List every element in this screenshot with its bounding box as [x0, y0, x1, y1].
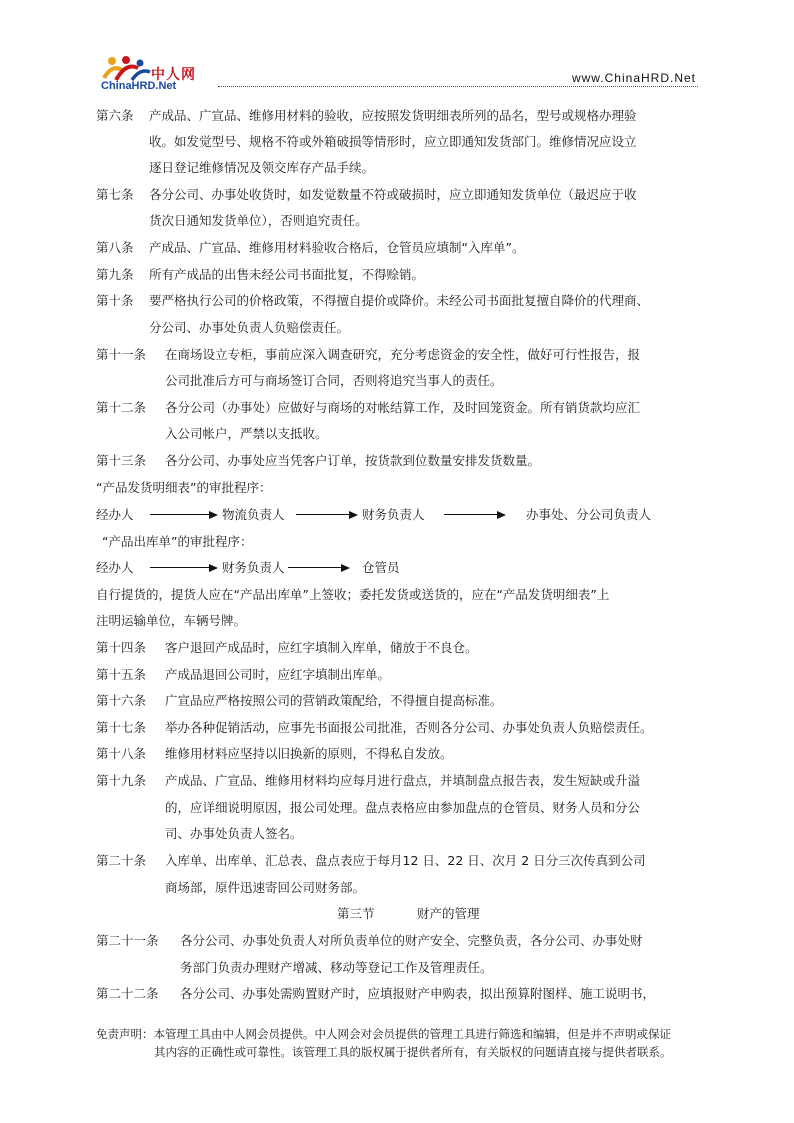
article-text: 客户退回产成品时，应红字填制入库单，储放于不良仓。	[165, 640, 478, 655]
article-label: 第二十一条	[96, 933, 159, 948]
arrow-right-icon	[444, 511, 506, 519]
flow-title: “产品发货明细表”的审批程序：	[96, 480, 272, 495]
article-text: 维修用材料应坚持以旧换新的原则，不得私自发放。	[165, 746, 453, 761]
article-label: 第七条	[96, 187, 134, 202]
article-label: 第二十二条	[96, 986, 159, 1001]
article-label: 第十九条	[96, 773, 147, 788]
article-text: 逐日登记维修情况及领交库存产品手续。	[149, 160, 375, 175]
header-divider	[218, 86, 698, 87]
flow-step: 办事处、分公司负责人	[526, 507, 652, 522]
disclaimer-line: 免责声明：本管理工具由中人网会员提供。中人网会对会员提供的管理工具进行筛选和编辑，但是并不声明或保证	[96, 1027, 671, 1041]
arrow-right-icon	[288, 564, 350, 572]
article-text: 各分公司、办事处负责人对所负责单位的财产安全、完整负责，各分公司、办事处财	[180, 933, 643, 948]
arrow-right-icon	[150, 511, 218, 519]
article-label: 第十二条	[96, 400, 147, 415]
article-text: 各分公司、办事处收货时，如发觉数量不符或破损时，应立即通知发货单位（最迟应于收	[149, 187, 637, 202]
note-text: 自行提货的，提货人应在“产品出库单”上签收；委托发货或送货的，应在“产品发货明细表”上	[96, 587, 610, 602]
article-text: 各分公司（办事处）应做好与商场的对帐结算工作，及时回笼资金。所有销货款均应汇	[165, 400, 641, 415]
logo-cn-text: 中人网	[151, 67, 196, 83]
article-text: 产成品、广宣品、维修用材料验收合格后，仓管员应填制“入库单”。	[149, 240, 525, 255]
article-label: 第十五条	[96, 667, 147, 682]
article-text: 商场部，原件迅速寄回公司财务部。	[165, 880, 366, 895]
article-text: 各分公司、办事处应当凭客户订单，按货款到位数量安排发货数量。	[165, 453, 541, 468]
arrow-right-icon	[150, 564, 218, 572]
article-label: 第十三条	[96, 453, 147, 468]
article-text: 入公司帐户，严禁以支抵收。	[165, 426, 328, 441]
article-label: 第十一条	[96, 347, 147, 362]
article-text: 所有产成品的出售未经公司书面批复，不得赊销。	[149, 267, 425, 282]
header-url[interactable]: www.ChinaHRD.Net	[571, 71, 696, 85]
article-text: 产成品、广宣品、维修用材料均应每月进行盘点，并填制盘点报告表，发生短缺或升溢	[165, 773, 641, 788]
disclaimer-line: 其内容的正确性或可靠性。该管理工具的版权属于提供者所有，有关版权的问题请直接与提供者联系。	[154, 1045, 672, 1059]
page-header	[96, 54, 698, 94]
flow-title: “产品出库单”的审批程序：	[102, 534, 253, 549]
article-text: 在商场设立专柜，事前应深入调查研究，充分考虑资金的安全性，做好可行性报告，报	[165, 347, 641, 362]
flow-step: 经办人	[96, 507, 134, 522]
section-number: 第三节	[337, 906, 375, 921]
article-label: 第二十条	[96, 853, 147, 868]
article-label: 第十八条	[96, 746, 147, 761]
flow-step: 经办人	[96, 560, 134, 575]
logo-figures-icon	[102, 56, 152, 82]
article-text: 公司批准后方可与商场签订合同，否则将追究当事人的责任。	[165, 373, 503, 388]
article-text: 收。如发觉型号、规格不符或外箱破损等情形时，应立即通知发货部门。维修情况应设立	[149, 134, 637, 149]
article-label: 第十六条	[96, 693, 147, 708]
logo-en-text: ChinaHRD.Net	[101, 80, 177, 92]
article-label: 第十七条	[96, 720, 147, 735]
disclaimer-footer	[96, 1025, 672, 1061]
article-text: 货次日通知发货单位），否则追究责任。	[149, 213, 368, 228]
article-text: 司、办事处负责人签名。	[165, 826, 303, 841]
article-label: 第九条	[96, 267, 134, 282]
article-text: 产成品、广宣品、维修用材料的验收，应按照发货明细表所列的品名，型号或规格办理验	[149, 108, 637, 123]
article-text: 的，应详细说明原因，报公司处理。盘点表格应由参加盘点的仓管员、财务人员和分公	[165, 800, 641, 815]
section-title: 财产的管理	[417, 906, 480, 921]
flow-step: 财务负责人	[362, 507, 425, 522]
article-label: 第十条	[96, 293, 134, 308]
article-label: 第六条	[96, 108, 134, 123]
article-text: 务部门负责办理财产增减、移动等登记工作及管理责任。	[180, 960, 493, 975]
chinahrd-logo	[96, 54, 236, 94]
article-label: 第八条	[96, 240, 134, 255]
article-text: 产成品退回公司时，应红字填制出库单。	[165, 667, 391, 682]
article-text: 举办各种促销活动，应事先书面报公司批准，否则各分公司、办事处负责人负赔偿责任。	[165, 720, 653, 735]
flow-step: 物流负责人	[222, 507, 285, 522]
article-text: 广宣品应严格按照公司的营销政策配给，不得擅自提高标准。	[165, 693, 503, 708]
article-text: 各分公司、办事处需购置财产时，应填报财产申购表，拟出预算附图样、施工说明书，	[180, 986, 656, 1001]
article-text: 分公司、办事处负责人负赔偿责任。	[149, 320, 350, 335]
arrow-right-icon	[296, 511, 358, 519]
article-label: 第十四条	[96, 640, 147, 655]
article-text: 要严格执行公司的价格政策，不得擅自提价或降价。未经公司书面批复擅自降价的代理商、	[149, 293, 650, 308]
note-text: 注明运输单位，车辆号牌。	[96, 613, 247, 628]
flow-step: 仓管员	[362, 560, 400, 575]
flow-step: 财务负责人	[222, 560, 285, 575]
article-text: 入库单、出库单、汇总表、盘点表应于每月12 日、22 日、次月 2 日分三次传真到公司	[165, 853, 646, 868]
